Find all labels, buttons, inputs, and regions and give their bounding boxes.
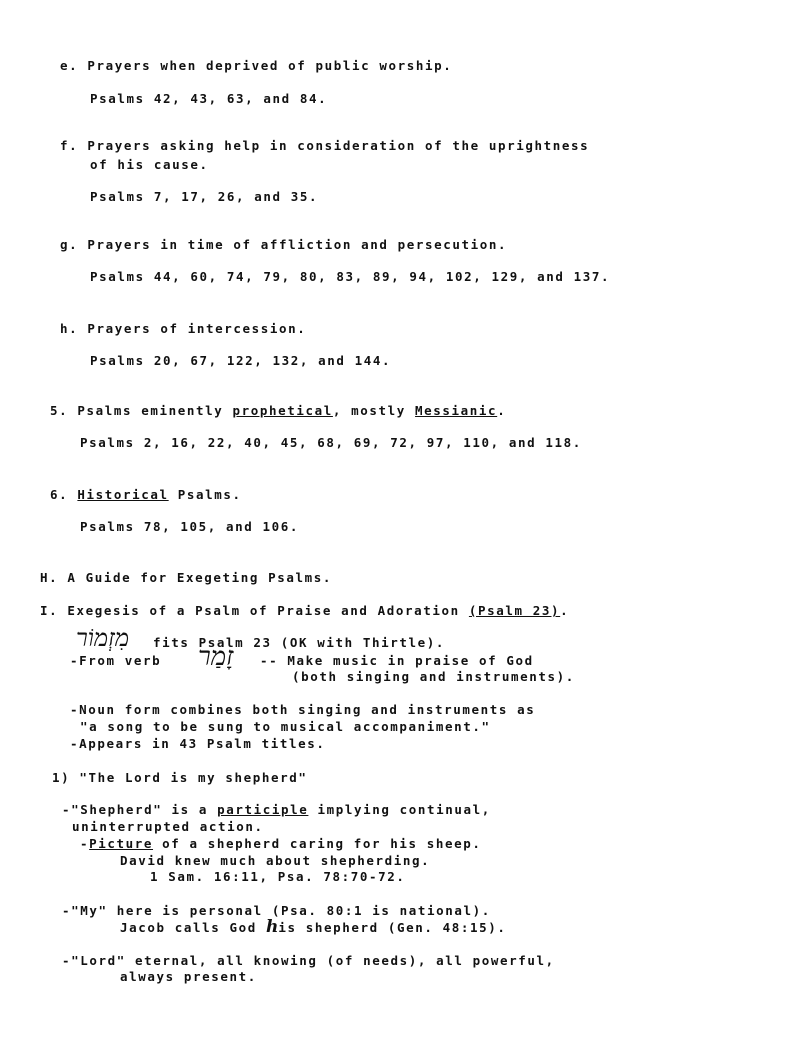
section-I-heading [40, 603, 569, 619]
picture-word: Picture [89, 836, 154, 851]
point-1: 1) "The Lord is my shepherd" [52, 770, 308, 785]
samuel-ref: 1 Sam. 16:11, Psa. 78:70-72. [150, 869, 406, 884]
picture-post: of a shepherd caring for his sheep. [153, 836, 482, 851]
section-5-mid: , mostly [332, 403, 416, 418]
picture-line [80, 836, 482, 852]
noun-line-2: "a song to be sung to musical accompaniment." [80, 719, 491, 734]
verb-gloss-2: (both singing and instruments). [292, 669, 575, 684]
verb-gloss: -- Make music in praise of God [260, 653, 534, 668]
shepherd-post: implying continual, [308, 802, 491, 817]
from-verb-label: -From verb [70, 653, 162, 668]
david-line: David knew much about shepherding. [120, 853, 431, 868]
shepherd-line-2: uninterrupted action. [72, 819, 264, 834]
section-I-heading-link: (Psalm 23) [468, 603, 561, 618]
lord-line-2: always present. [120, 969, 257, 984]
fits-psalm-23: fits Psalm 23 (OK with Thirtle). [153, 635, 446, 650]
jacob-handwritten-h: h [266, 917, 279, 937]
shepherd-pre: -"Shepherd" is a [62, 802, 218, 817]
hebrew-zamar: זָמַר [198, 642, 234, 672]
shepherd-line-1 [62, 802, 491, 818]
section-6-num: 6. [50, 487, 78, 502]
noun-line-3: -Appears in 43 Psalm titles. [70, 736, 326, 751]
section-5-heading [50, 403, 506, 419]
section-I-heading-end: . [560, 603, 570, 618]
section-5-num: 5. Psalms eminently [50, 403, 233, 418]
section-5-prophetical: prophetical [232, 403, 333, 418]
picture-dash: - [80, 836, 90, 851]
my-line: -"My" here is personal (Psa. 80:1 is national). [62, 903, 491, 918]
section-e-heading: e. Prayers when deprived of public worship. [60, 58, 453, 73]
section-I-heading-pre: I. Exegesis of a Psalm of Praise and Adoration [40, 603, 469, 618]
section-h-refs: Psalms 20, 67, 122, 132, and 144. [90, 353, 392, 368]
section-6-rest: Psalms. [168, 487, 242, 502]
section-6-heading [50, 487, 242, 503]
section-f-heading-cont: of his cause. [90, 157, 209, 172]
section-5-end: . [497, 403, 507, 418]
jacob-post: is shepherd (Gen. 48:15). [278, 920, 507, 935]
section-5-messianic: Messianic [415, 403, 498, 418]
lord-line-1: -"Lord" eternal, all knowing (of needs), all powerful, [62, 953, 555, 968]
section-f-refs: Psalms 7, 17, 26, and 35. [90, 189, 319, 204]
section-5-refs: Psalms 2, 16, 22, 40, 45, 68, 69, 72, 97, 110, and 118. [80, 435, 582, 450]
shepherd-participle: participle [217, 802, 309, 817]
section-H-heading: H. A Guide for Exegeting Psalms. [40, 570, 333, 585]
section-6-historical: Historical [77, 487, 169, 502]
hebrew-mizmor: מִזְמוֹר [76, 624, 130, 652]
jacob-pre: Jacob calls God [120, 920, 267, 935]
section-g-heading: g. Prayers in time of affliction and persecution. [60, 237, 508, 252]
section-g-refs: Psalms 44, 60, 74, 79, 80, 83, 89, 94, 102, 129, and 137. [90, 269, 611, 284]
section-e-refs: Psalms 42, 43, 63, and 84. [90, 91, 328, 106]
section-6-refs: Psalms 78, 105, and 106. [80, 519, 300, 534]
section-h-heading: h. Prayers of intercession. [60, 321, 307, 336]
noun-line-1: -Noun form combines both singing and instruments as [70, 702, 536, 717]
section-f-heading: f. Prayers asking help in consideration of the uprightness [60, 138, 590, 153]
jacob-line [120, 919, 507, 936]
